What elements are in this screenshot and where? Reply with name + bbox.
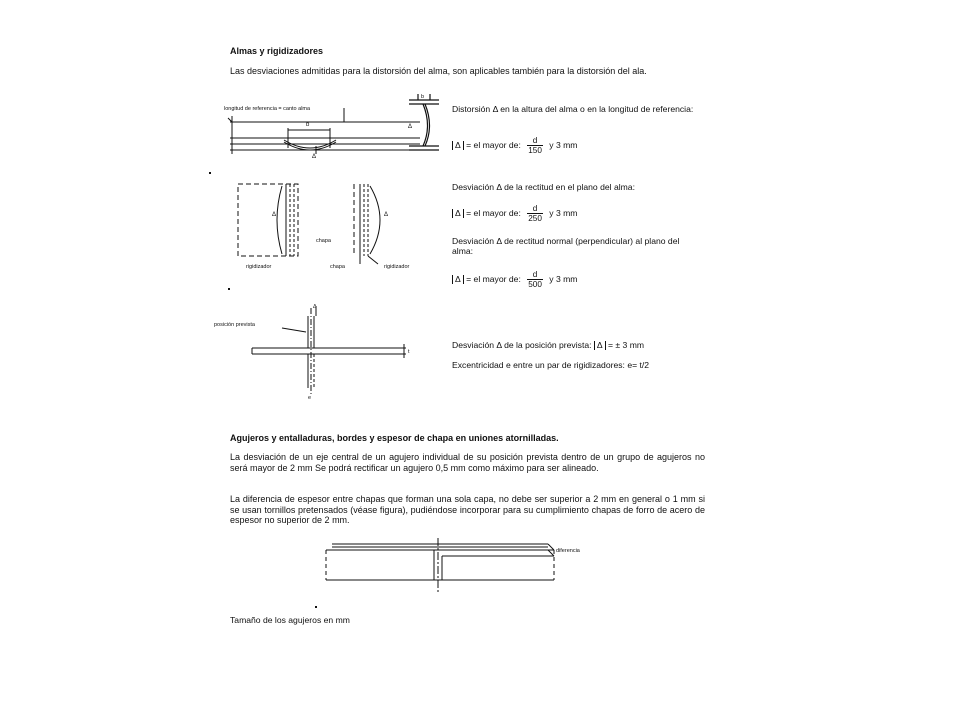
svg-text:Δ: Δ — [384, 212, 389, 218]
label-rigidizador-right: rigidizador — [384, 264, 410, 270]
fig1-formula: Δ = el mayor de: $\frac{d}{150}$ y 3 mm — [452, 136, 577, 155]
fig2-description-2: Desviación Δ de rectitud normal (perpendicular) al plano del alma: — [452, 236, 680, 256]
label-delta-3: Δ — [313, 304, 317, 310]
stray-dot-3 — [315, 606, 317, 608]
stiffener-position-figure — [212, 300, 412, 400]
plate-thickness-difference-figure — [318, 536, 608, 598]
fig3-description-1: Desviación Δ de la posición prevista: Δ = ± 3 mm — [452, 340, 645, 350]
section-heading-almas: Almas y rigidizadores — [230, 46, 324, 56]
fig2-description-1: Desviación Δ de la rectitud en el plano del alma: — [452, 182, 635, 192]
fig3-description-2: Excentricidad e entre un par de rigidizadores: e= t/2 — [452, 360, 650, 370]
label-delta: Δ — [312, 154, 317, 160]
stiffener-straightness-figure — [228, 178, 428, 274]
section-intro: Las desviaciones admitidas para la distorsión del alma, son aplicables también para la distorsión del ala. — [230, 66, 647, 76]
label-t: t — [408, 349, 410, 355]
section2-paragraph-2: La diferencia de espesor entre chapas que forman una sola capa, no debe ser superior a 2 mm en general o 1 mm si se usan tornillos pretensados (véase figura), pudiéndose incorporar para su cumplimiento chapas de forro de acero de espesor no superior de 2 mm. — [230, 494, 705, 525]
i-section-figure — [404, 92, 444, 152]
fig2-formula-1: Δ = el mayor de: $\frac{d}{250}$ y 3 mm — [452, 204, 577, 223]
label-chapa-top: chapa — [316, 238, 331, 244]
svg-text:Δ: Δ — [272, 212, 277, 218]
label-diferencia: diferencia — [556, 548, 580, 554]
section-heading-agujeros: Agujeros y entalladuras, bordes y espesor de chapa en uniones atornilladas. — [230, 433, 559, 443]
fig2-formula-2: Δ = el mayor de: $\frac{d}{500}$ y 3 mm — [452, 270, 577, 289]
label-e: e — [308, 395, 312, 400]
label-b: b — [306, 122, 310, 128]
label-posicion-prevista: posición prevista — [214, 322, 255, 328]
section2-paragraph-1: La desviación de un eje central de un agujero individual de su posición prevista dentro de un grupo de agujeros no será mayor de 2 mm Se podrá rectificar un agujero 0,5 mm como máximo para ser alineado. — [230, 452, 705, 473]
web-distortion-figure — [222, 98, 422, 160]
label-rigidizador-left: rigidizador — [246, 264, 272, 270]
label-chapa-bottom: chapa — [330, 264, 345, 270]
fig1-description: Distorsión Δ en la altura del alma o en la longitud de referencia: — [452, 104, 694, 114]
stray-dot-2 — [228, 288, 230, 290]
stray-dot — [209, 172, 211, 174]
label-reference-length: longitud de referencia = canto alma — [224, 106, 311, 112]
svg-text:Δ: Δ — [408, 124, 413, 130]
svg-text:b: b — [421, 94, 425, 100]
section2-paragraph-3: Tamaño de los agujeros en mm — [230, 615, 350, 625]
